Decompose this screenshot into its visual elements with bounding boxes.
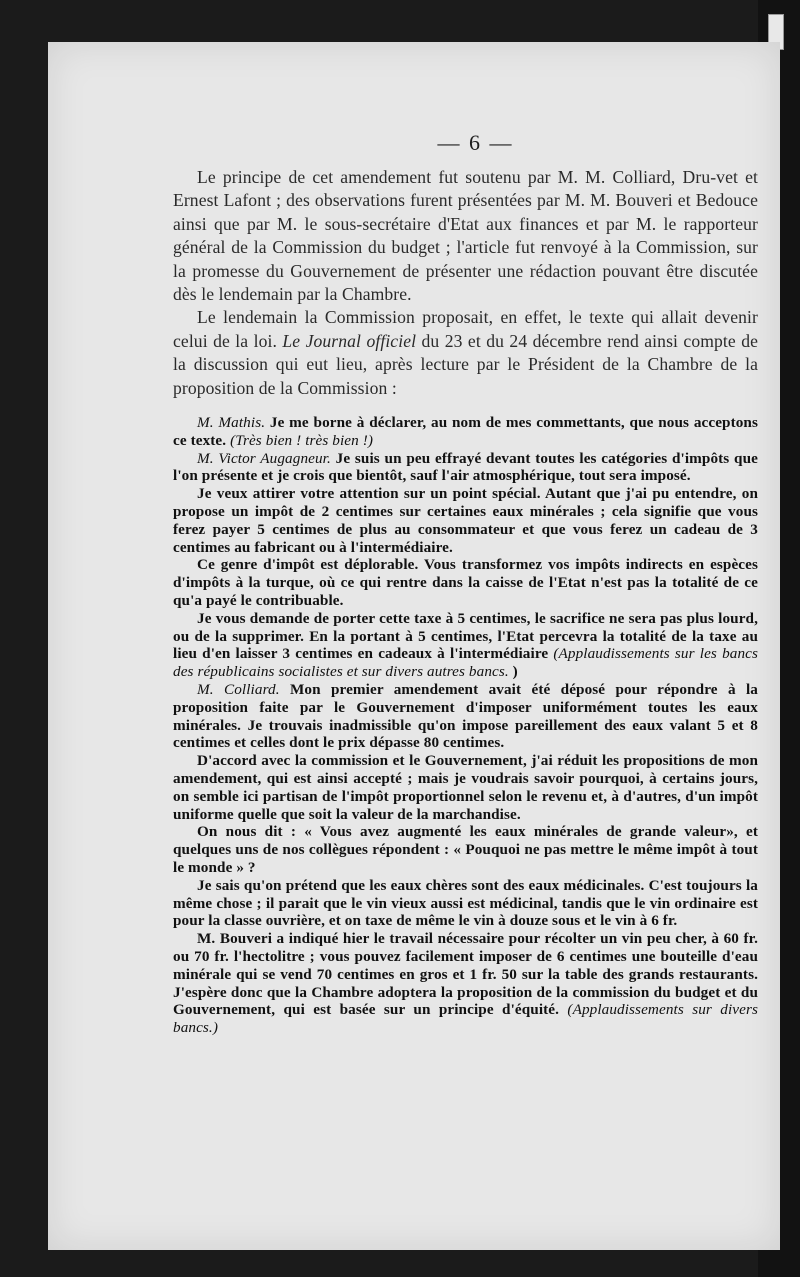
debate-augagneur-4-aside: (Applaudissements sur les bancs des républicains socialistes et sur divers autres bancs. xyxy=(173,645,758,681)
debate-colliard-5-text: M. Bouveri a indiqué hier le travail nécessaire pour récolter un vin peu cher, à 60 fr. ou 70 fr. l'hectolitre ; vous pouvez facilement imposer de 6 centimes une bouteille d'eau minérale qui se vend 70 centimes en gros et 1 fr. 50 sur la table des grands restaurants. J'espère donc que la Chambre adoptera la proposition de la commission du budget et du Gouvernement, qui est basée sur un principe d'équité. xyxy=(173,930,758,1019)
debate-colliard-3 xyxy=(173,823,758,876)
intro-paragraph-2-text-before: Le lendemain la Commission proposait, en effet, le texte qui allait devenir celui de la loi. xyxy=(173,307,758,351)
debate-augagneur-1-text: Je suis un peu effrayé devant toutes les catégories d'impôts que l'on présente et je crois que bientôt, sauf l'air atmosphérique, tout sera imposé. xyxy=(173,449,758,485)
intro-paragraph-1-text: Le principe de cet amendement fut soutenu par M. M. Colliard, Dru-vet et Ernest Lafont ; des observations furent présentées par M. M. Bouveri et Bedouce ainsi que par M. le sous-secrétaire d'Etat aux finances et par M. le rapporteur général de la Commission du budget ; l'article fut renvoyé à la Commission, sur la promesse du Gouvernement de présenter une rédaction pouvant être discutée dès le lendemain par la Chambre. xyxy=(173,167,758,305)
intro-paragraph-2 xyxy=(173,306,758,400)
debate-augagneur-2 xyxy=(173,485,758,556)
document-page xyxy=(48,42,780,1250)
debate-augagneur-4-text: Je vous demande de porter cette taxe à 5 centimes, le sacrifice ne sera pas plus lourd, ou de la supprimer. En la portant à 5 centimes, l'Etat percevra la totalité de la taxe au lieu d'en laisser 3 centimes en cadeaux à l'intermédiaire xyxy=(173,609,758,663)
intro-paragraph-1 xyxy=(173,166,758,306)
debate-augagneur-1 xyxy=(173,450,758,486)
debate-colliard-4 xyxy=(173,877,758,930)
debate-colliard-3-text: On nous dit : « Vous avez augmenté les eaux minérales de grande valeur», et quelques uns de nos collègues répondent : « Pouquoi ne pas mettre le même impôt à tout le monde » ? xyxy=(173,823,758,876)
debate-augagneur-3-text: Ce genre d'impôt est déplorable. Vous transformez vos impôts indirects en espèces d'impôts à la turque, où ce qui rentre dans la caisse de l'Etat n'est pas la totalité de ce qu'a payé le contribuable. xyxy=(173,556,758,610)
debate-colliard-1 xyxy=(173,681,758,752)
debate-augagneur-2-text: Je veux attirer votre attention sur un point spécial. Autant que j'ai pu entendre, on propose un impôt de 2 centimes sur certaines eaux minérales ; cela signifie que vous ferez payer 5 centimes de plus au consommateur et que vous ferez un cadeau de 3 centimes au fabricant ou à l'intermédiaire. xyxy=(173,485,758,556)
debate-augagneur-3 xyxy=(173,556,758,609)
intro-paragraph-2-text-after: du 23 et du 24 décembre rend ainsi compte de la discussion qui eut lieu, après lecture par le Président de la Chambre de la proposition de la Commission : xyxy=(173,330,759,398)
page-content xyxy=(173,130,758,1037)
debate-colliard-2-text: D'accord avec la commission et le Gouvernement, j'ai réduit les propositions de mon amendement, qui est ainsi accepté ; mais je voudrais savoir pourquoi, à certains jours, on semble ici partisan de l'impôt proportionnel selon le revenu et, à d'autres, d'un impôt uniforme quelle que soit la valeur de la marchandise. xyxy=(173,752,758,823)
debate-mathis-text: Je me borne à déclarer, au nom de mes commettants, que nous acceptons ce texte. xyxy=(173,414,758,449)
debate-augagneur-4 xyxy=(173,610,758,681)
debate-colliard-1-text: Mon premier amendement avait été déposé pour répondre à la proposition faite par le Gouvernement d'imposer uniformément toutes les eaux minérales. Je trouvais inadmissible qu'on impose pareillement des eaux valant 5 et 8 centimes et celles dont le prix dépasse 80 centimes. xyxy=(173,681,758,752)
speaker-mathis: M. Mathis. xyxy=(197,414,266,432)
speaker-colliard: M. Colliard. xyxy=(197,681,280,699)
debate-colliard-2 xyxy=(173,752,758,823)
speaker-augagneur: M. Victor Augagneur. xyxy=(197,449,331,467)
debate-mathis xyxy=(173,414,758,450)
page-number: — 6 — xyxy=(437,130,514,155)
debate-colliard-4-text: Je sais qu'on prétend que les eaux chères sont des eaux médicinales. C'est toujours la même chose ; il parait que le vin vieux aussi est médicinal, tandis que le vin ordinaire est pour la classe ouvrière, et on taxe de même le vin à douze sous et le vin à 6 fr. xyxy=(173,876,758,930)
journal-officiel-title: Le Journal officiel xyxy=(282,330,417,351)
debate-colliard-5-aside: (Applaudissements sur divers bancs.) xyxy=(173,1001,758,1037)
debate-augagneur-4-tail: ) xyxy=(508,663,518,681)
debate-mathis-aside: (Très bien ! très bien !) xyxy=(230,431,374,449)
parliamentary-debate-excerpt xyxy=(173,414,758,1037)
debate-colliard-5 xyxy=(173,930,758,1037)
